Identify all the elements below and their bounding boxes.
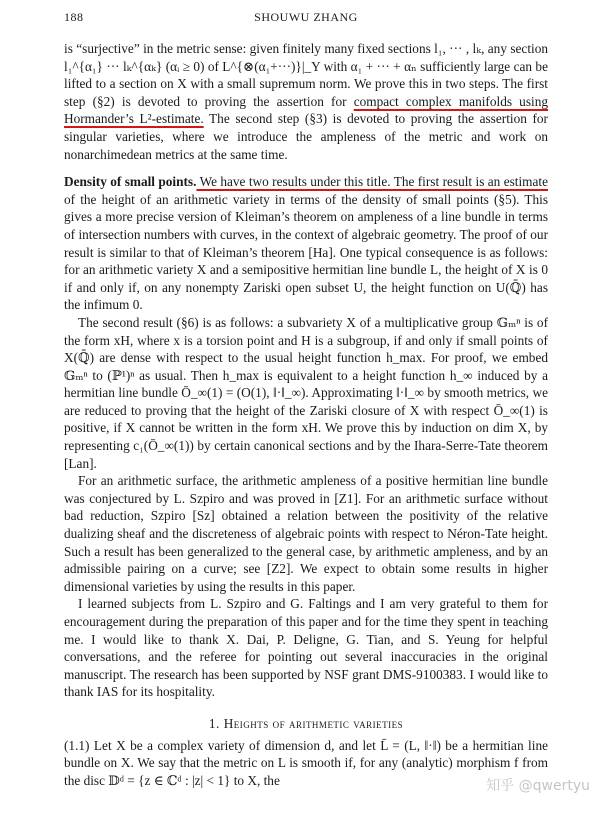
- paragraph-acknowledgements: I learned subjects from L. Szpiro and G. Faltings and I am very grateful to them for encouragement during the preparation of this paper and for the time they spent in teaching me. I would like to thank X. Dai, P. Deligne, G. Tian, and S. Yeung for helpful conversations, and the referee for pointing out several inaccuracies in the original manuscript. The research has been supported by NSF grant DMS-9100383. I would like to thank IAS for its hospitality.: [64, 596, 548, 700]
- page-header: [64, 10, 548, 26]
- paragraph-second-result: The second result (§6) is as follows: a subvariety X of a multiplicative group 𝔾ₘⁿ is of the form xH, where x is a torsion point and H is a subgroup, if and only if small points of X(ℚ̄) are dense with respect to the usual height function h_max. For proof, we embed 𝔾ₘⁿ to (ℙ¹)ⁿ as usual. Then h_max is equivalent to a height function h_∞ induced by a hermitian line bundle Ō_∞(1) = (O(1), ‖·‖_∞). Approximating ‖·‖_∞ by smooth metrics, we are reduced to proving that the height of the Zariski closure of X with respect Ō_∞(1) is positive, if X cannot be written in the form xH. We prove this by induction on dim X, by representing c₁(Ō_∞(1)) by certain canonical sections and by the Ihara-Serre-Tate theorem [Lan].: [64, 314, 548, 471]
- running-head: SHOUWU ZHANG: [254, 10, 358, 24]
- paragraph-surjective: [64, 40, 548, 163]
- p1-text: is “surjective” in the metric sense: given finitely many fixed sections l₁, ··· , lₖ, any section l₁^{α₁} ··· lₖ^{αₖ} (αᵢ ≥ 0) of L^{⊗(α₁+···)}|_Y with α₁ + ··· + αₙ sufficiently large can be lifted to a section on X with a small supremum norm. We prove this in two steps. The first step (§2) is devoted to proving the assertion for: [64, 41, 548, 109]
- watermark: 知乎 @qwertyu: [486, 778, 590, 794]
- p2-body: of the height of an arithmetic variety in terms of the density of small points (§5). This gives a more precise version of Kleiman’s theorem on ampleness of a line bundle in terms of intersection numbers with curves, in the context of algebraic geometry. The proof of our result is similar to that of Kleiman’s theorem [Ha]. One typical consequence is as follows: for an arithmetic variety X and a semipositive hermitian line bundle L, the height of X is 0 if and only if, on any nonempty Zariski open subset U, the height function on U(ℚ̄) has the infimum 0.: [64, 191, 548, 313]
- page-number: 188: [64, 10, 84, 24]
- paragraph-1-1: (1.1) Let X be a complex variety of dimension d, and let L̄ = (L, ‖·‖) be a hermitian line bundle on X. We say that the metric on L is smooth if, for any (analytic) morphism f from the disc 𝔻ᵈ = {z ∈ ℂᵈ : |z| < 1} to X, the: [64, 737, 548, 788]
- body-text: [64, 40, 548, 789]
- p1-tail: The second step (§3) is devoted to proving the assertion for singular varieties, where we introduce the ampleness of the metric and work on nonarchimedean metrics at the same time.: [64, 111, 548, 162]
- red-underlined-sentence: We have two results under this title. The first result is an estimate: [196, 174, 548, 190]
- red-underlined-phrase: compact complex manifolds using Hormander’s L²-estimate.: [64, 93, 548, 127]
- run-in-heading: Density of small points.: [64, 174, 197, 190]
- paragraph-arithmetic-surface: For an arithmetic surface, the arithmetic ampleness of a positive hermitian line bundle was conjectured by L. Szpiro and was proved in [Z1]. For an arithmetic surface without bad reduction, Szpiro [Sz] obtained a relation between the positivity of the relative dualizing sheaf and the discreteness of algebraic points with respect to Néron-Tate height. Such a result has been generalized to the general case, by arithmetic ampleness, and by an admissible pairing on a curve; see [Z2]. We expect to obtain some results in higher dimensional varieties by using the results in this paper.: [64, 473, 548, 594]
- paragraph-density: [64, 173, 548, 314]
- section-heading: 1. Heights of arithmetic varieties: [208, 715, 404, 731]
